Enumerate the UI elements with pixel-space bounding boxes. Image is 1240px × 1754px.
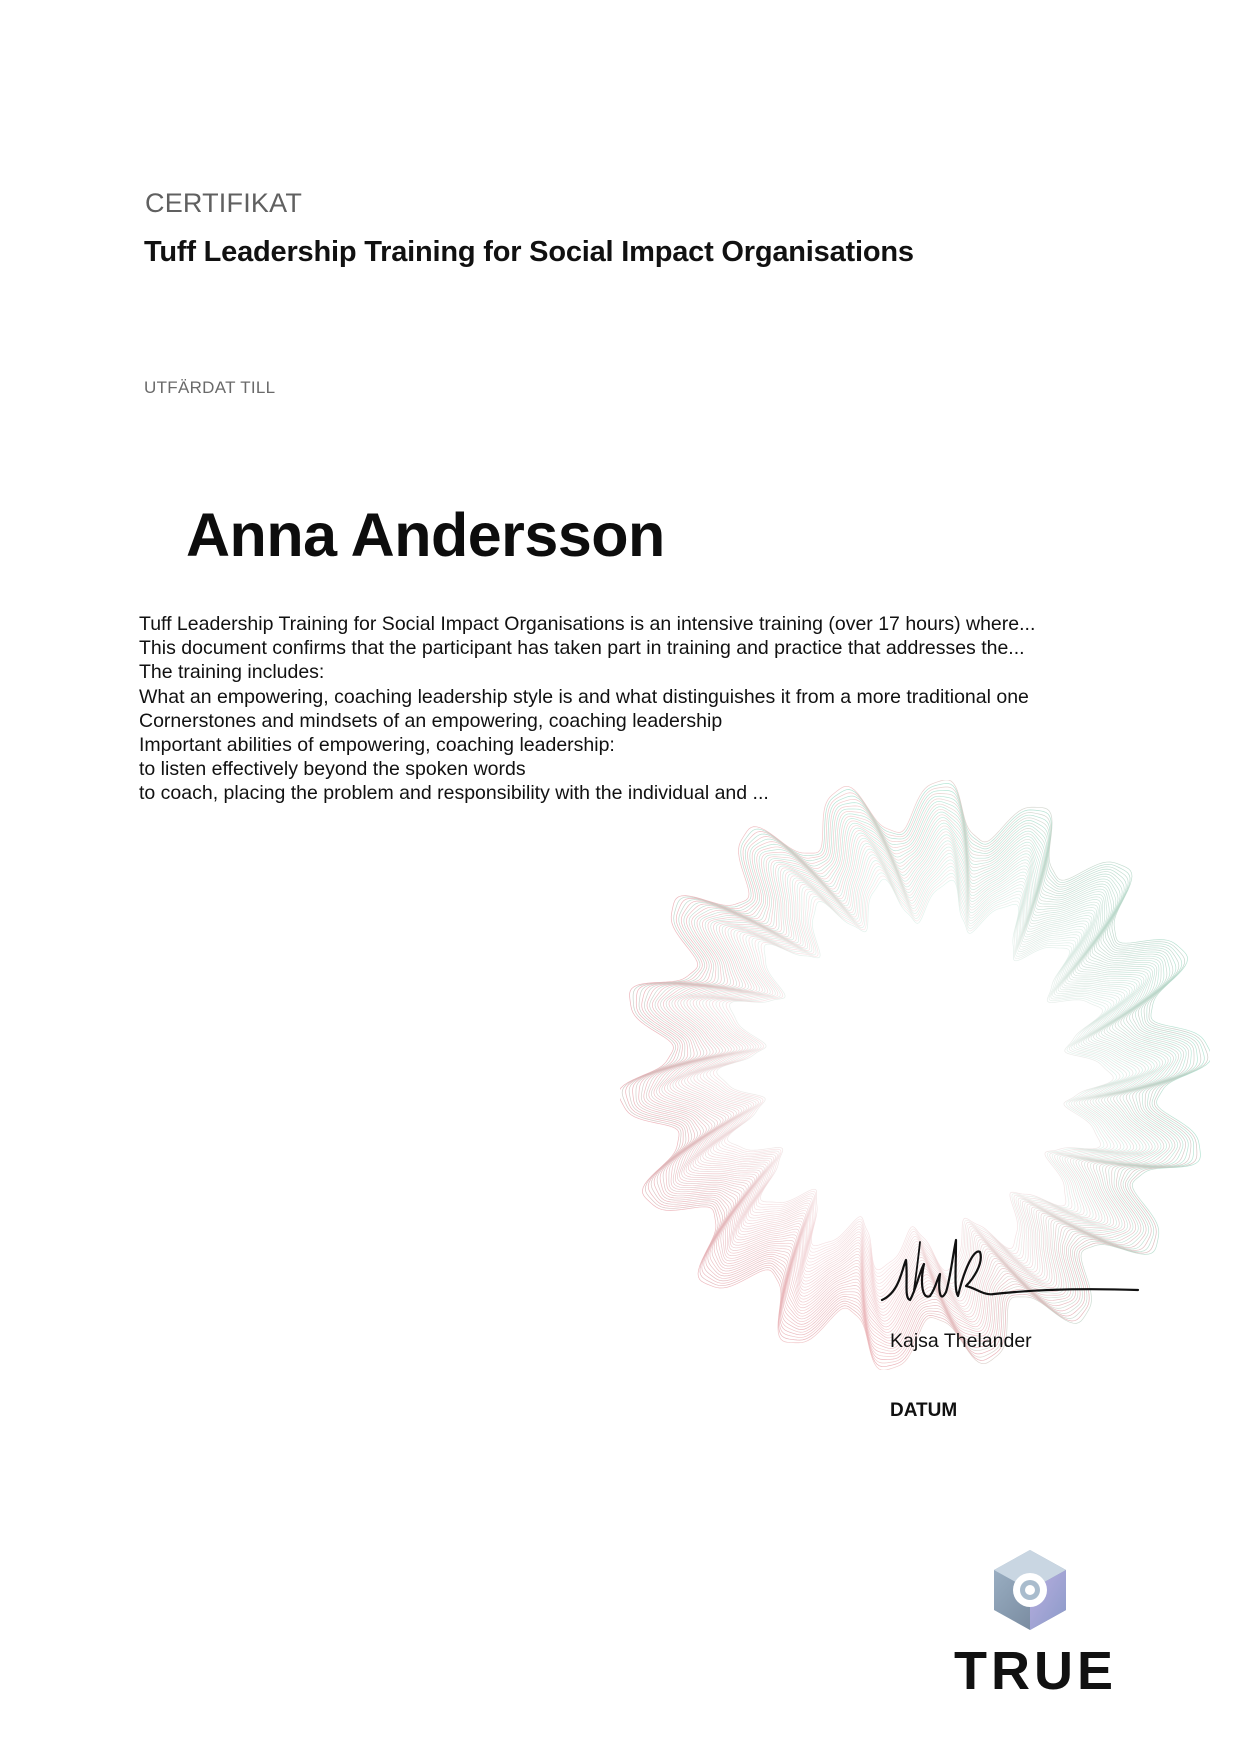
description-line: Cornerstones and mindsets of an empowering, coaching leadership [139,709,723,732]
description-line: to coach, placing the problem and responsibility with the individual and ... [139,782,769,805]
description-line: Important abilities of empowering, coaching leadership: [139,734,615,757]
brand-logo-text: TRUE [954,1641,1117,1701]
description-line: This document confirms that the participant has taken part in training and practice that addresses the... [139,637,1025,660]
date-label: DATUM [890,1400,958,1421]
description-line: What an empowering, coaching leadership style is and what distinguishes it from a more traditional one [139,685,1029,708]
hexagon-cube-logo-icon [990,1548,1070,1632]
issued-to-label: UTFÄRDAT TILL [144,378,276,397]
signature-icon [880,1230,1140,1320]
course-description [139,612,1139,806]
guilloche-ring [710,873,1120,1278]
guilloche-ring [717,879,1114,1271]
course-title: Tuff Leadership Training for Social Impact Organisations [144,236,914,268]
description-line: to listen effectively beyond the spoken words [139,758,526,781]
description-line: The training includes: [139,661,325,684]
description-line: Tuff Leadership Training for Social Impact Organisations is an intensive training (over 17 hours) where... [139,613,1036,635]
recipient-name: Anna Andersson [186,501,665,569]
signer-name: Kajsa Thelander [890,1330,1032,1352]
certificate-label: CERTIFIKAT [145,188,303,218]
